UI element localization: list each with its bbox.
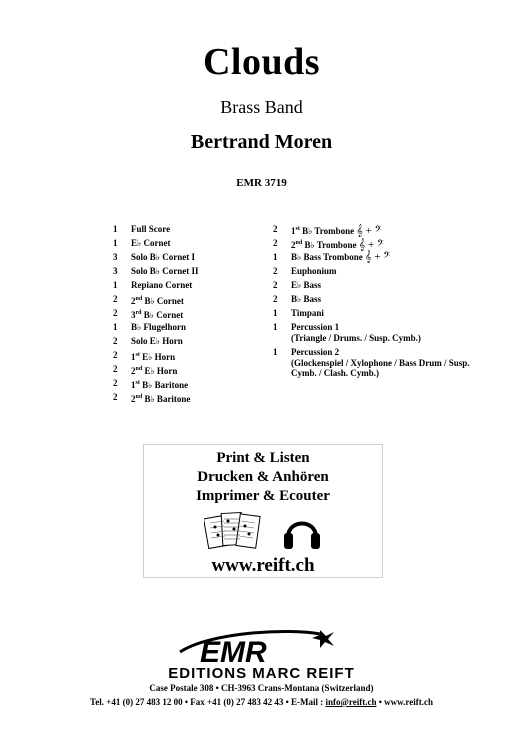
clef-icon: 𝄞 + 𝄢 [365,251,391,263]
part-quantity: 2 [113,392,118,402]
part-name: 2nd B♭ Cornet [131,296,184,306]
part-row [113,266,263,280]
part-name: 3rd B♭ Cornet [131,310,184,320]
part-quantity: 1 [113,322,118,332]
part-name: E♭ Bass [291,280,322,290]
part-quantity: 2 [273,224,278,234]
publisher-address: Case Postale 308 • CH-3963 Crans-Montana (Switzerland) [149,683,374,693]
part-row [273,224,483,238]
part-name: B♭ Bass Trombone [291,252,363,262]
part-row [113,322,263,336]
part-row [273,238,483,252]
part-name: Repiano Cornet [131,280,193,290]
catalog-number: EMR 3719 [236,177,287,189]
part-row [113,364,263,378]
part-row [113,392,263,406]
part-name: Full Score [131,224,171,234]
part-quantity: 2 [273,280,278,290]
part-name: 1st B♭ Baritone [131,380,189,390]
part-row [273,252,483,266]
part-quantity: 1 [273,308,278,318]
part-row [113,238,263,252]
part-name: 2nd B♭ Trombone [291,240,357,250]
part-name: 2nd B♭ Baritone [131,394,191,404]
part-row [273,347,483,379]
part-quantity: 1 [273,252,278,262]
part-quantity: 2 [273,294,278,304]
composer-name: Bertrand Moren [190,131,333,153]
promo-line-imprimer: Imprimer & Ecouter [196,488,330,504]
ensemble-subtitle: Brass Band [220,97,303,117]
part-row [113,308,263,322]
part-quantity: 2 [113,378,118,388]
part-row [273,322,483,343]
clef-icon: 𝄞 + 𝄢 [356,225,382,237]
part-row [273,308,483,322]
page-title: Clouds [202,41,321,83]
part-quantity: 3 [113,266,118,276]
part-name: B♭ Flugelhorn [131,322,187,332]
part-quantity: 2 [113,350,118,360]
part-quantity: 1 [113,238,118,248]
part-name: Euphonium [291,266,337,276]
part-row [113,336,263,350]
part-name: Percussion 2 [291,347,340,357]
part-name: Solo E♭ Horn [131,336,183,346]
part-detail: (Triangle / Drums. / Susp. Cymb.) [291,332,421,343]
parts-list-right [273,224,483,383]
contact-email-link[interactable]: info@reift.ch [325,697,377,707]
part-quantity: 2 [113,364,118,374]
sheet-music-icon [204,509,264,553]
part-row [273,294,483,308]
part-row [113,294,263,308]
part-row [273,266,483,280]
part-quantity: 2 [113,308,118,318]
promo-url: www.reift.ch [211,555,315,576]
part-name: Solo B♭ Cornet II [131,266,199,276]
part-name: Solo B♭ Cornet I [131,252,195,262]
part-row [273,280,483,294]
promo-line-drucken: Drucken & Anhören [197,469,329,485]
publisher-contact [0,697,523,707]
promo-line-print-listen: Print & Listen [216,450,310,466]
part-quantity: 1 [273,322,278,332]
part-quantity: 2 [273,266,278,276]
part-row [113,280,263,294]
part-row [113,224,263,238]
part-row [113,252,263,266]
part-quantity: 3 [113,252,118,262]
part-row [113,350,263,364]
part-name: E♭ Cornet [131,238,171,248]
part-name: Percussion 1 [291,322,340,332]
part-name: Timpani [291,308,324,318]
parts-list-left [113,224,263,406]
part-quantity: 2 [113,294,118,304]
part-quantity: 2 [273,238,278,248]
part-name: 1st B♭ Trombone [291,226,355,236]
headphones-icon [282,509,322,553]
publisher-name: EDITIONS MARC REIFT [168,665,355,682]
part-name: B♭ Bass [291,294,322,304]
contact-website[interactable]: • www.reift.ch [376,697,433,707]
emr-logo-mark: EMR [200,636,267,669]
part-name: 2nd E♭ Horn [131,366,178,376]
part-quantity: 2 [113,336,118,346]
contact-phone-fax: Tel. +41 (0) 27 483 12 00 • Fax +41 (0) 27 483 42 43 • E-Mail : [90,697,326,707]
part-quantity: 1 [113,280,118,290]
clef-icon: 𝄞 + 𝄢 [358,239,384,251]
part-quantity: 1 [273,347,278,357]
part-quantity: 1 [113,224,118,234]
part-detail: (Glockenspiel / Xylophone / Bass Drum / Susp. Cymb. / Clash. Cymb.) [291,357,470,378]
print-listen-box [143,444,383,578]
part-row [113,378,263,392]
part-name: 1st E♭ Horn [131,352,176,362]
